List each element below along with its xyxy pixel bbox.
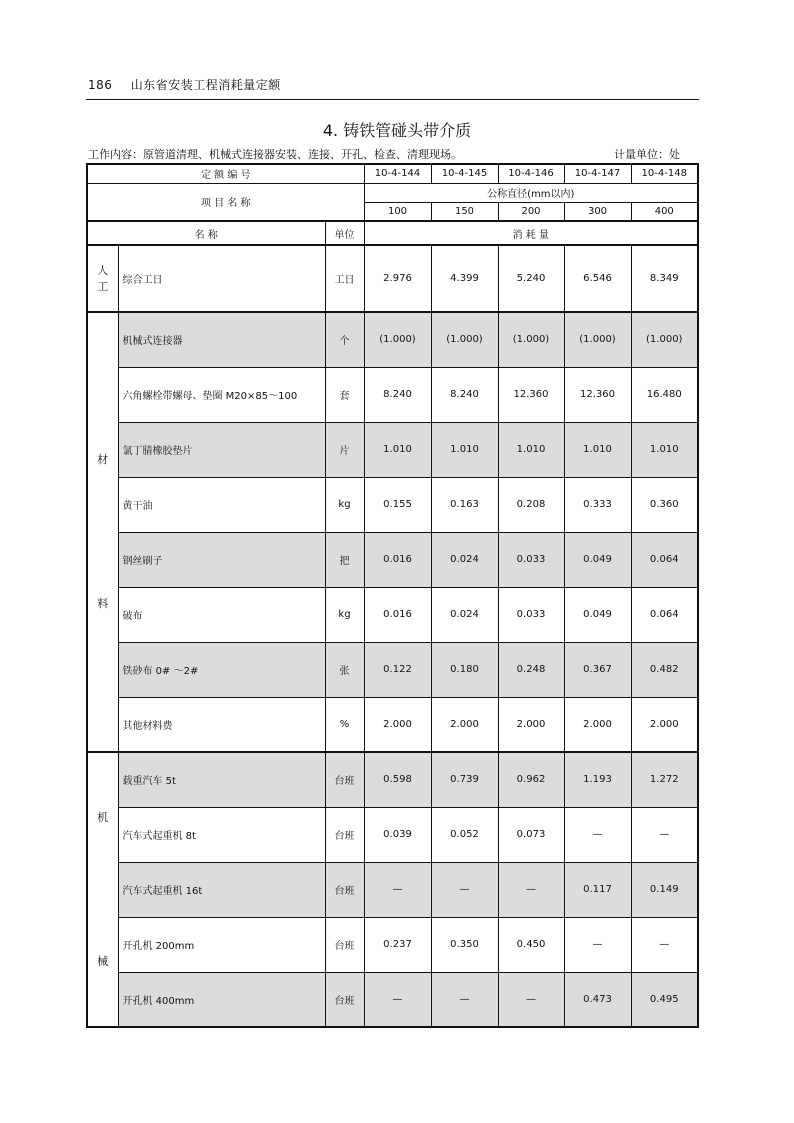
- table-row: [87, 312, 698, 367]
- consumption-value: 0.208: [498, 477, 564, 532]
- table-row: [87, 532, 698, 587]
- table-row: [87, 862, 698, 917]
- consumption-value: (1.000): [564, 312, 631, 367]
- consumption-value: —: [564, 807, 631, 862]
- table-row: [87, 752, 698, 807]
- category-label-bottom: 料: [97, 597, 109, 610]
- consumption-value: 0.350: [431, 917, 498, 972]
- consumption-value: 0.064: [631, 532, 698, 587]
- consumption-value: 0.149: [631, 862, 698, 917]
- quota-table-body: [87, 245, 698, 1027]
- item-name: 开孔机 200mm: [118, 917, 325, 972]
- quota-code: 10-4-144: [364, 164, 431, 183]
- consumption-value: 0.024: [431, 532, 498, 587]
- consumption-value: 2.000: [498, 697, 564, 752]
- item-name: 机械式连接器: [118, 312, 325, 367]
- consumption-value: 1.193: [564, 752, 631, 807]
- consumption-value: 0.016: [364, 587, 431, 642]
- category-label-bottom: 械: [97, 954, 109, 968]
- table-row: [87, 807, 698, 862]
- consumption-value: —: [498, 972, 564, 1027]
- item-name: 破布: [118, 587, 325, 642]
- name-column-header: 名 称: [87, 221, 325, 245]
- consumption-value: 16.480: [631, 367, 698, 422]
- item-name: 钢丝刷子: [118, 532, 325, 587]
- category-label-bottom: 工: [97, 279, 109, 293]
- table-row: [87, 972, 698, 1027]
- item-unit: %: [325, 697, 364, 752]
- diameter-value: 300: [564, 202, 631, 221]
- item-unit: 套: [325, 367, 364, 422]
- consumption-value: (1.000): [631, 312, 698, 367]
- consumption-value: 0.962: [498, 752, 564, 807]
- table-row: [87, 367, 698, 422]
- item-name: 汽车式起重机 8t: [118, 807, 325, 862]
- item-name: 黄干油: [118, 477, 325, 532]
- consumption-value: 0.049: [564, 532, 631, 587]
- section-title: 4. 铸铁管碰头带介质: [322, 121, 472, 140]
- item-unit: 台班: [325, 917, 364, 972]
- consumption-value: 0.064: [631, 587, 698, 642]
- consumption-value: 0.039: [364, 807, 431, 862]
- quota-code-row: [87, 164, 698, 183]
- item-unit: 台班: [325, 752, 364, 807]
- consumption-header: 消 耗 量: [364, 221, 698, 245]
- quota-code: 10-4-145: [431, 164, 498, 183]
- header-rule: [86, 99, 699, 100]
- category-label: [87, 245, 118, 312]
- consumption-value: 2.000: [631, 697, 698, 752]
- quota-code-header: 定 额 编 号: [87, 164, 364, 183]
- consumption-value: —: [631, 807, 698, 862]
- quota-table: [86, 163, 699, 1028]
- consumption-value: 0.052: [431, 807, 498, 862]
- consumption-value: 1.010: [364, 422, 431, 477]
- consumption-value: 6.546: [564, 245, 631, 312]
- item-unit: 张: [325, 642, 364, 697]
- consumption-value: 0.598: [364, 752, 431, 807]
- consumption-value: —: [364, 862, 431, 917]
- item-name: 汽车式起重机 16t: [118, 862, 325, 917]
- diameter-header: 公称直径(mm以内): [364, 183, 698, 202]
- consumption-value: 4.399: [431, 245, 498, 312]
- consumption-value: (1.000): [364, 312, 431, 367]
- consumption-value: (1.000): [498, 312, 564, 367]
- unit-column-header: 单位: [325, 221, 364, 245]
- diameter-value: 200: [498, 202, 564, 221]
- table-row: [87, 697, 698, 752]
- consumption-value: 1.272: [631, 752, 698, 807]
- consumption-value: 0.122: [364, 642, 431, 697]
- consumption-value: (1.000): [431, 312, 498, 367]
- page-number: 186: [88, 78, 113, 92]
- consumption-value: 0.333: [564, 477, 631, 532]
- item-unit: 台班: [325, 807, 364, 862]
- consumption-value: 8.349: [631, 245, 698, 312]
- work-content: 工作内容：原管道清理、机械式连接器安装、连接、开孔、检查、清理现场。: [88, 148, 462, 161]
- category-label-top: 材: [97, 453, 109, 466]
- page-header: [88, 76, 281, 93]
- item-name: 其他材料费: [118, 697, 325, 752]
- item-name: 铁砂布 0# ～2#: [118, 642, 325, 697]
- consumption-value: —: [364, 972, 431, 1027]
- item-name: 氯丁腈橡胶垫片: [118, 422, 325, 477]
- item-unit: 台班: [325, 972, 364, 1027]
- consumption-value: 0.073: [498, 807, 564, 862]
- table-row: [87, 422, 698, 477]
- item-name-header: 项 目 名 称: [87, 183, 364, 221]
- diameter-value: 150: [431, 202, 498, 221]
- consumption-value: 0.016: [364, 532, 431, 587]
- item-name: 六角螺栓带螺母、垫圈 M20×85～100: [118, 367, 325, 422]
- consumption-value: 1.010: [631, 422, 698, 477]
- category-label-top: 机: [97, 810, 109, 824]
- consumption-value: 5.240: [498, 245, 564, 312]
- consumption-value: 1.010: [431, 422, 498, 477]
- consumption-value: —: [498, 862, 564, 917]
- quota-code: 10-4-147: [564, 164, 631, 183]
- table-row: [87, 245, 698, 312]
- consumption-value: 0.739: [431, 752, 498, 807]
- unit-of-measure: 计量单位：处: [614, 148, 680, 161]
- item-unit: 个: [325, 312, 364, 367]
- consumption-value: 0.049: [564, 587, 631, 642]
- consumption-value: 1.010: [498, 422, 564, 477]
- item-unit: 把: [325, 532, 364, 587]
- table-row: [87, 917, 698, 972]
- consumption-value: 2.000: [564, 697, 631, 752]
- consumption-value: 0.482: [631, 642, 698, 697]
- diameter-value: 100: [364, 202, 431, 221]
- consumption-value: 12.360: [564, 367, 631, 422]
- item-unit: kg: [325, 587, 364, 642]
- category-label: [87, 752, 118, 1027]
- consumption-value: 12.360: [498, 367, 564, 422]
- consumption-value: 0.033: [498, 587, 564, 642]
- consumption-value: 1.010: [564, 422, 631, 477]
- consumption-value: 2.976: [364, 245, 431, 312]
- consumption-value: —: [564, 917, 631, 972]
- item-name: 综合工日: [118, 245, 325, 312]
- table-row: [87, 642, 698, 697]
- consumption-value: 8.240: [431, 367, 498, 422]
- quota-code: 10-4-146: [498, 164, 564, 183]
- consumption-value: 8.240: [364, 367, 431, 422]
- consumption-value: 0.360: [631, 477, 698, 532]
- consumption-value: 2.000: [364, 697, 431, 752]
- item-unit: 台班: [325, 862, 364, 917]
- consumption-value: —: [631, 917, 698, 972]
- diameter-value: 400: [631, 202, 698, 221]
- consumption-value: —: [431, 862, 498, 917]
- consumption-value: 0.024: [431, 587, 498, 642]
- item-unit: 工日: [325, 245, 364, 312]
- consumption-value: 0.117: [564, 862, 631, 917]
- consumption-value: 2.000: [431, 697, 498, 752]
- consumption-value: 0.155: [364, 477, 431, 532]
- quota-code: 10-4-148: [631, 164, 698, 183]
- consumption-value: —: [431, 972, 498, 1027]
- consumption-value: 0.248: [498, 642, 564, 697]
- consumption-value: 0.237: [364, 917, 431, 972]
- table-row: [87, 477, 698, 532]
- item-unit: 片: [325, 422, 364, 477]
- consumption-value: 0.367: [564, 642, 631, 697]
- item-name: 开孔机 400mm: [118, 972, 325, 1027]
- consumption-value: 0.180: [431, 642, 498, 697]
- book-title: 山东省安装工程消耗量定额: [130, 78, 281, 92]
- consumption-value: 0.033: [498, 532, 564, 587]
- item-unit: kg: [325, 477, 364, 532]
- category-label-top: 人: [97, 263, 109, 277]
- consumption-value: 0.163: [431, 477, 498, 532]
- consumption-value: 0.495: [631, 972, 698, 1027]
- table-row: [87, 587, 698, 642]
- item-name: 载重汽车 5t: [118, 752, 325, 807]
- consumption-value: 0.450: [498, 917, 564, 972]
- category-label: [87, 312, 118, 752]
- consumption-value: 0.473: [564, 972, 631, 1027]
